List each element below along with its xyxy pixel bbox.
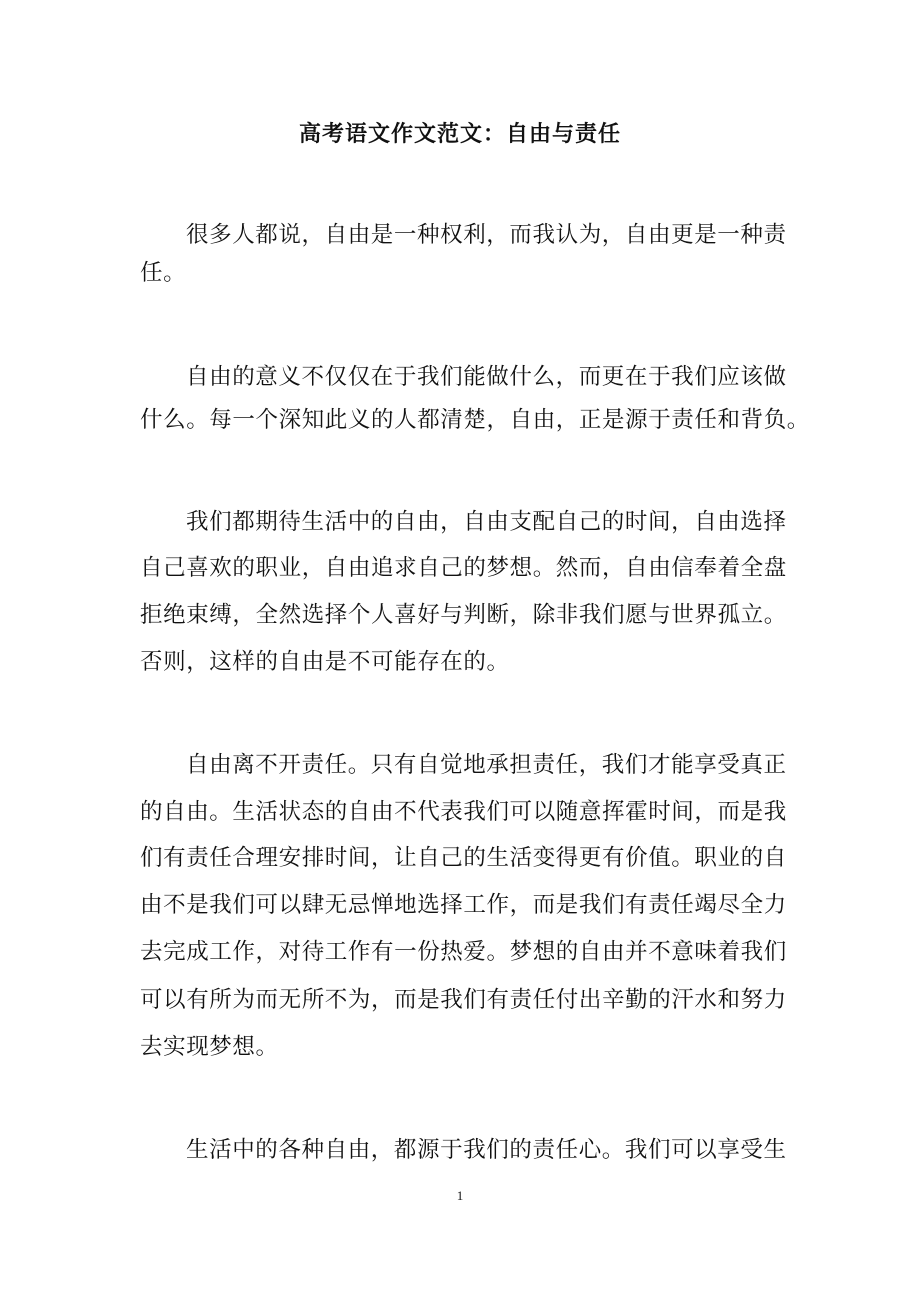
text-line: 去实现梦想。 — [140, 1034, 279, 1060]
text-line: 去完成工作，对待工作有一份热爱。梦想的自由并不意味着我们 — [140, 939, 787, 965]
text-line: 的自由。生活状态的自由不代表我们可以随意挥霍时间，而是我 — [140, 799, 787, 825]
text-line: 很多人都说，自由是一种权利，而我认为，自由更是一种责 — [186, 222, 787, 248]
text-line: 自由离不开责任。只有自觉地承担责任，我们才能享受真正 — [186, 752, 787, 778]
document-title: 高考语文作文范文：自由与责任 — [298, 122, 621, 147]
text-line: 拒绝束缚，全然选择个人喜好与判断，除非我们愿与世界孤立。 — [140, 602, 787, 628]
text-line: 生活中的各种自由，都源于我们的责任心。我们可以享受生 — [186, 1137, 787, 1163]
text-line: 什么。每一个深知此义的人都清楚，自由，正是源于责任和背负。 — [140, 407, 810, 433]
page-number: 1 — [456, 1188, 464, 1203]
text-line: 我们都期待生活中的自由，自由支配自己的时间，自由选择 — [186, 509, 787, 535]
text-line: 自己喜欢的职业，自由追求自己的梦想。然而，自由信奉着全盘 — [140, 555, 787, 581]
text-line: 任。 — [140, 260, 187, 286]
text-line: 由不是我们可以肆无忌惮地选择工作，而是我们有责任竭尽全力 — [140, 892, 787, 918]
text-line: 自由的意义不仅仅在于我们能做什么，而更在于我们应该做 — [186, 364, 787, 390]
text-line: 们有责任合理安排时间，让自己的生活变得更有价值。职业的自 — [140, 845, 787, 871]
text-line: 否则，这样的自由是不可能存在的。 — [140, 649, 510, 675]
text-line: 可以有所为而无所不为，而是我们有责任付出辛勤的汗水和努力 — [140, 987, 787, 1013]
